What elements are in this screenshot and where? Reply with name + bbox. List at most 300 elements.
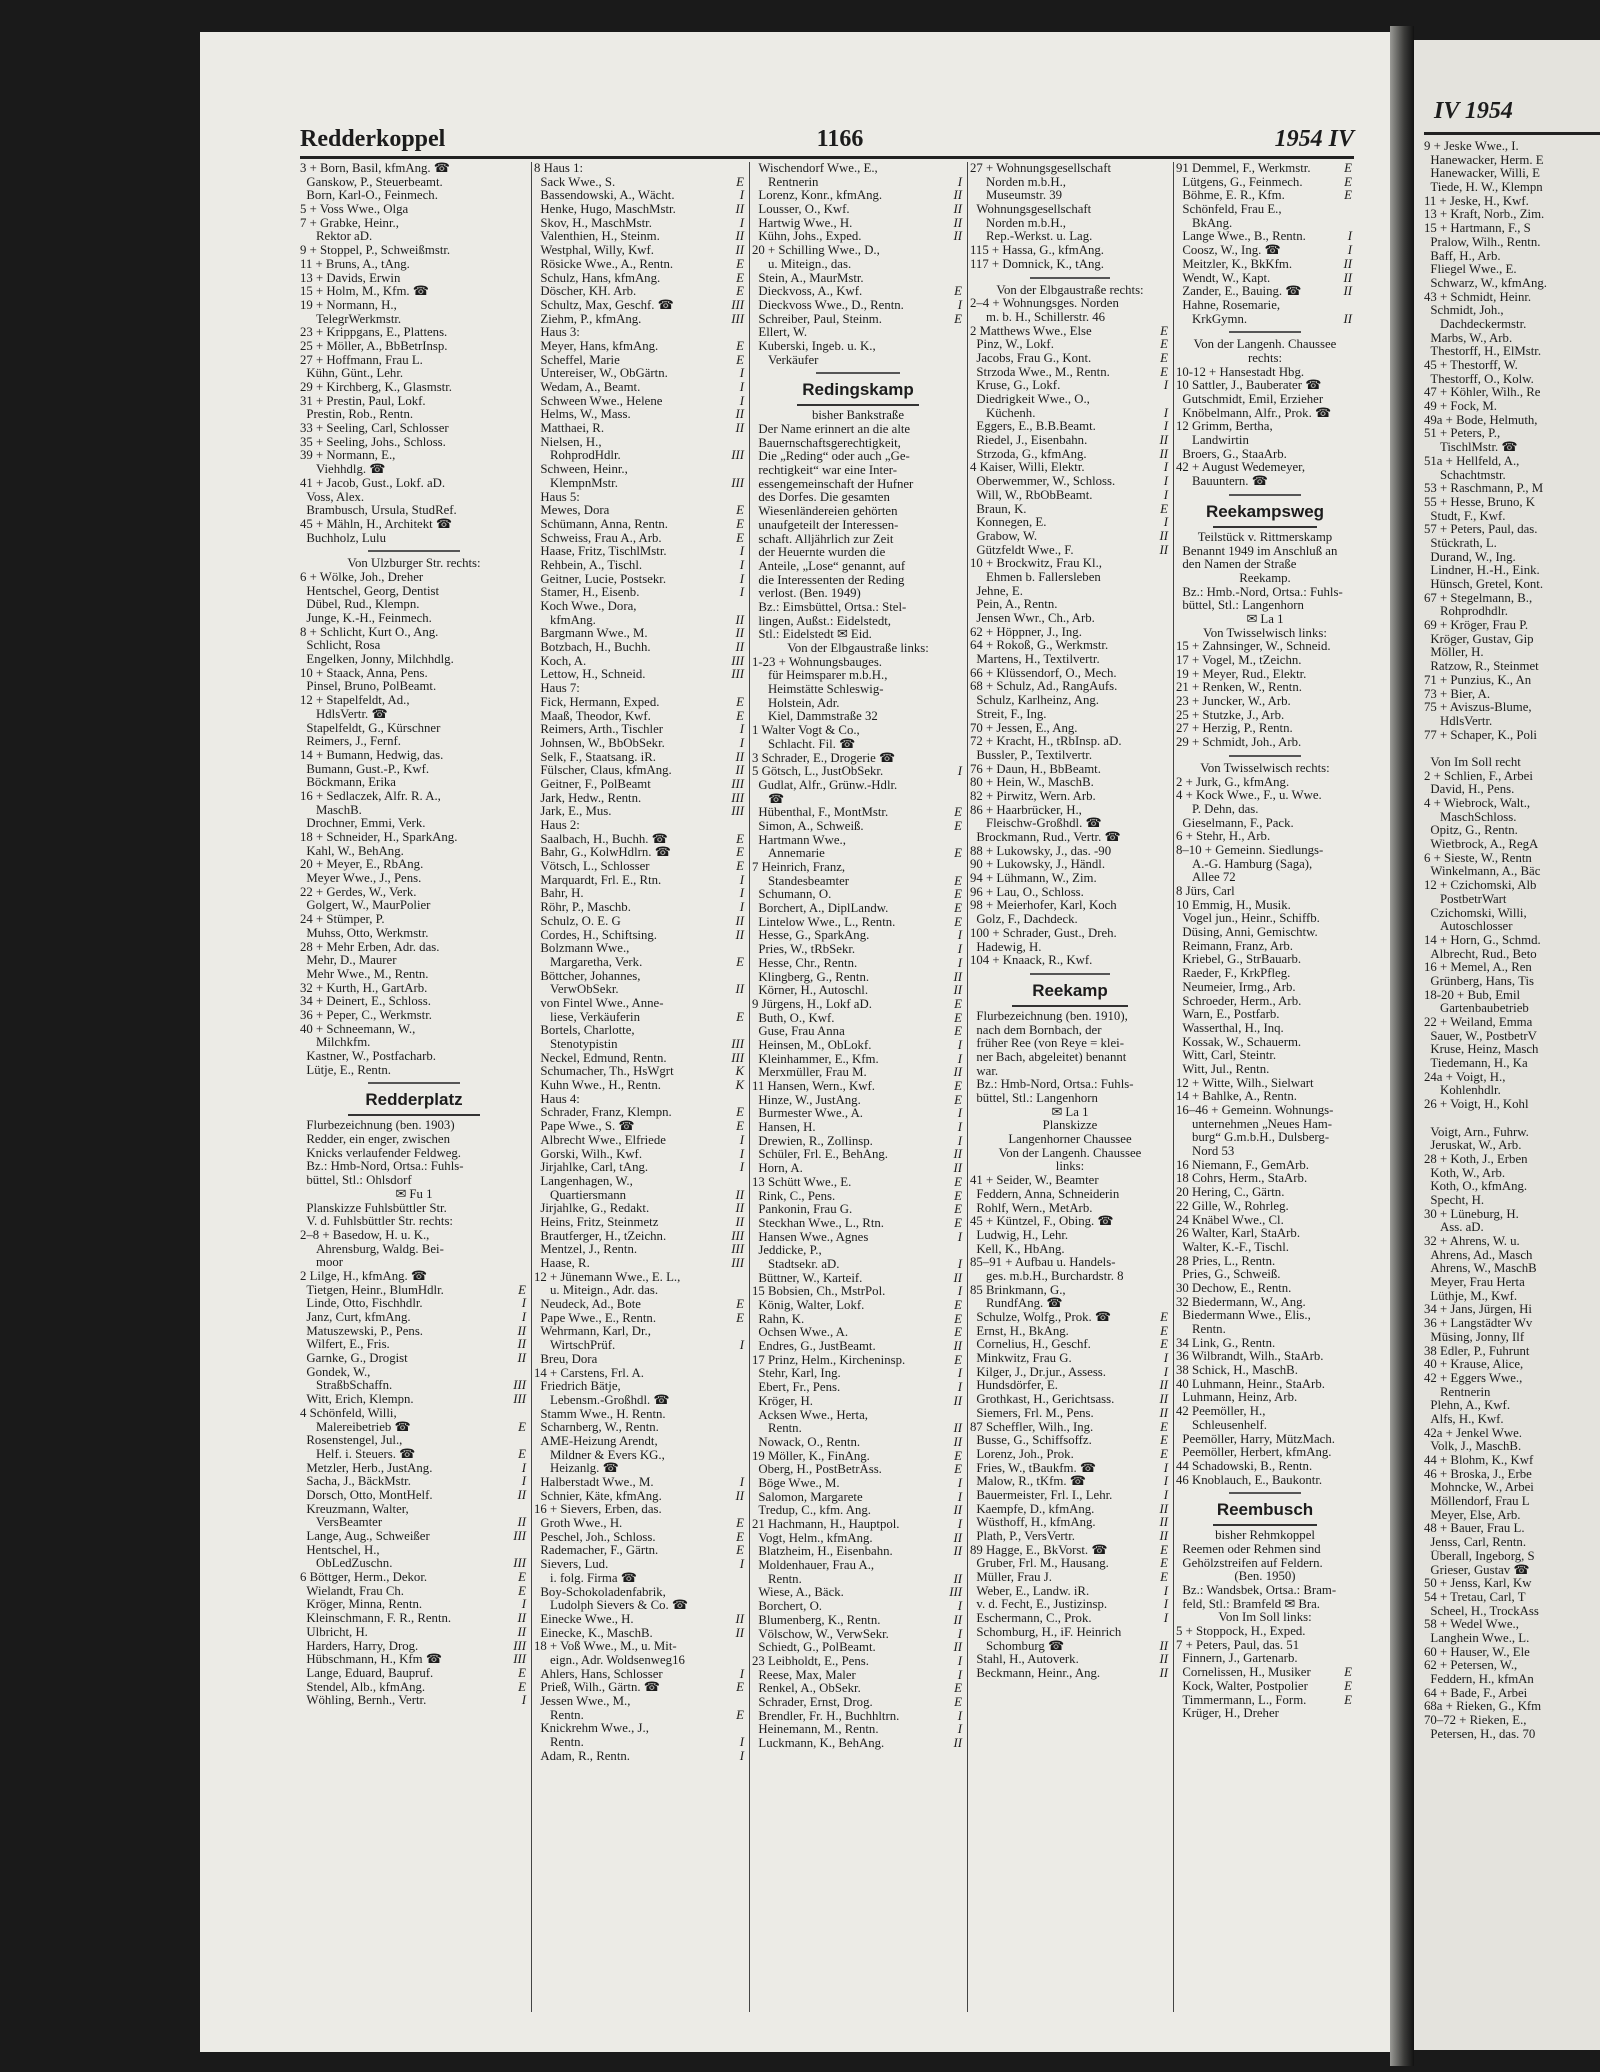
- floor-marker: II: [1159, 1516, 1168, 1530]
- entry-text: Bahr, H.: [534, 887, 584, 901]
- floor-marker: E: [518, 1283, 526, 1297]
- adjacent-entry: Feddern, H., kfmAn: [1424, 1673, 1534, 1686]
- adjacent-entry: Müsing, Jonny, Ilf: [1424, 1330, 1525, 1344]
- floor-marker: E: [954, 874, 962, 888]
- entry-text: Gieselmann, F., Pack.: [1176, 816, 1294, 830]
- entry-text: Ludolph Sievers & Co. ☎: [534, 1599, 688, 1613]
- entry-text: Ahlers, Hans, Schlosser: [534, 1667, 663, 1681]
- floor-marker: II: [1159, 1393, 1168, 1407]
- entry-text: Bz.: Hmb-Nord, Ortsa.: Fuhls-: [970, 1078, 1134, 1092]
- floor-marker: E: [954, 888, 962, 902]
- floor-marker: E: [518, 1680, 526, 1694]
- floor-marker: I: [1163, 406, 1168, 420]
- adjacent-entry: 49 + Fock, M.: [1424, 400, 1497, 414]
- floor-marker: III: [731, 1038, 744, 1051]
- entry-text: 8 Haus 1:: [534, 162, 584, 175]
- floor-marker: I: [739, 189, 744, 203]
- entry-text: Coosz, W., Ing. ☎: [1176, 244, 1281, 258]
- entry-text: 27 + Wohnungsgesellschaft: [970, 162, 1112, 175]
- entry-text: Helf. i. Steuers. ☎: [300, 1447, 416, 1461]
- entry-text: Annemarie: [752, 847, 825, 861]
- entry-text: 8 Jürs, Carl: [1176, 885, 1235, 898]
- resident-entry: [300, 326, 528, 340]
- entry-text: Broers, G., StaaArb.: [1176, 447, 1287, 461]
- entry-text: 33 + Seeling, Carl, Schlosser: [300, 422, 449, 436]
- resident-entry: [534, 285, 746, 299]
- adjacent-entry: 11 + Jeske, H., Kwf.: [1424, 194, 1529, 208]
- adjacent-entry: 57 + Peters, Paul, das.: [1424, 523, 1538, 537]
- entry-text: Dieckvoss, A., Kwf.: [752, 285, 863, 299]
- adjacent-entry: Lüthje, M., Kwf.: [1424, 1289, 1518, 1303]
- entry-text: Diedrigkeit Wwe., O.,: [970, 393, 1090, 406]
- entry-text: 82 + Pirwitz, Wern. Arb.: [970, 789, 1096, 803]
- entry-text: Wüsthoff, H., kfmAng.: [970, 1516, 1096, 1530]
- resident-entry: [970, 612, 1170, 626]
- entry-text: Haus 4:: [534, 1092, 580, 1106]
- entry-text: Timmermann, L., Form.: [1176, 1693, 1307, 1707]
- resident-entry: [970, 1229, 1170, 1243]
- adjacent-entry: 70–72 + Rieken, E.,: [1424, 1714, 1527, 1728]
- entry-text: 19 Möller, K., FinAng.: [752, 1449, 870, 1463]
- entry-text: Pein, A., Rentn.: [970, 598, 1058, 612]
- entry-text: Luckmann, K., BehAng.: [752, 1737, 885, 1750]
- entry-text: Haase, R.: [534, 1257, 590, 1270]
- entry-text: Golz, F., Dachdeck.: [970, 913, 1078, 927]
- adjacent-entry: 32 + Ahrens, W. u.: [1424, 1235, 1520, 1248]
- resident-entry: [752, 724, 964, 738]
- adjacent-entry: 71 + Punzius, K., An: [1424, 673, 1532, 687]
- floor-marker: I: [957, 1367, 962, 1381]
- entry-text: 19 + Meyer, Rud., Elektr.: [1176, 667, 1307, 681]
- resident-entry: [970, 230, 1170, 244]
- entry-text: u. Miteign., das.: [752, 257, 852, 271]
- entry-text: 100 + Schrader, Gust., Dreh.: [970, 926, 1117, 940]
- resident-entry: [534, 915, 746, 929]
- resident-entry: [534, 436, 746, 450]
- resident-entry: [970, 872, 1170, 886]
- resident-entry: [1176, 1474, 1354, 1488]
- resident-entry: [752, 203, 964, 217]
- entry-text: Ludwig, H., Lehr.: [970, 1228, 1069, 1242]
- floor-marker: I: [1163, 516, 1168, 530]
- resident-entry: [752, 1545, 964, 1559]
- resident-entry: [534, 504, 746, 518]
- entry-text: für Heimsparer m.b.H.,: [752, 669, 888, 683]
- adjacent-entry: Fliegel Wwe., E.: [1424, 263, 1517, 277]
- resident-entry: [300, 1612, 528, 1626]
- resident-entry: [534, 545, 746, 559]
- entry-text: Jark, Hedw., Rentn.: [534, 791, 642, 805]
- floor-marker: II: [953, 1422, 962, 1436]
- heading-underline: [1012, 1005, 1128, 1007]
- resident-entry: [534, 1243, 746, 1257]
- entry-text: Böge Wwe., M.: [752, 1476, 840, 1490]
- adjacent-entry: 50 + Jenss, Karl, Kw: [1424, 1577, 1532, 1591]
- resident-entry: [752, 1258, 964, 1272]
- section-separator: [1229, 755, 1300, 757]
- resident-entry: [1176, 926, 1354, 940]
- entry-text: Janz, Curt, kfmAng.: [300, 1311, 411, 1324]
- resident-entry: [300, 1516, 528, 1530]
- resident-entry: [1176, 1337, 1354, 1351]
- resident-entry: [534, 217, 746, 231]
- entry-text: Saalbach, H., Buchh. ☎: [534, 832, 668, 846]
- resident-entry: [970, 749, 1170, 763]
- resident-entry: [300, 422, 528, 436]
- resident-entry: [752, 971, 964, 985]
- floor-marker: I: [957, 765, 962, 779]
- entry-text: Kastner, W., Postfacharb.: [300, 1050, 436, 1063]
- resident-entry: [970, 1640, 1170, 1654]
- adjacent-entry: Studt, F., Kwf.: [1424, 509, 1506, 523]
- resident-entry: [752, 1710, 964, 1724]
- resident-entry: [300, 367, 528, 381]
- entry-text: Lettow, H., Schneid.: [534, 668, 646, 682]
- resident-entry: [970, 653, 1170, 667]
- entry-text: Schönfeld, Frau E.,: [1176, 203, 1282, 217]
- adjacent-entry: Dachdeckermstr.: [1424, 317, 1527, 331]
- entry-text: Pries, G., Schweiß.: [1176, 1268, 1281, 1282]
- entry-text: 5 + Stoppock, H., Exped.: [1176, 1625, 1306, 1639]
- resident-entry: [970, 217, 1170, 231]
- resident-entry: [970, 680, 1170, 694]
- entry-text: Mehr Wwe., M., Rentn.: [300, 967, 429, 981]
- entry-text: 10 + Staack, Anna, Pens.: [300, 666, 428, 680]
- entry-text: 104 + Knaack, R., Kwf.: [970, 954, 1093, 968]
- floor-marker: E: [736, 175, 744, 189]
- resident-entry: [534, 887, 746, 901]
- adjacent-entry: Langhein Wwe., L.: [1424, 1631, 1530, 1645]
- entry-text: Wohnungsgesellschaft: [970, 203, 1092, 217]
- adjacent-entry: 64 + Bade, F., Arbei: [1424, 1686, 1528, 1700]
- resident-entry: [300, 1489, 528, 1503]
- entry-text: 30 Dechow, E., Rentn.: [1176, 1281, 1292, 1295]
- entry-text: Hübenthal, F., MontMstr.: [752, 806, 889, 820]
- entry-text: Kühn, Günt., Lehr.: [300, 367, 404, 381]
- entry-text: 26 Walter, Karl, StaArb.: [1176, 1227, 1301, 1241]
- floor-marker: I: [739, 367, 744, 381]
- entry-text: Renkel, A., ObSekr.: [752, 1682, 861, 1696]
- entry-text: 24 Knäbel Wwe., Cl.: [1176, 1213, 1284, 1227]
- resident-entry: [970, 297, 1170, 311]
- entry-text: Bz.: Hmb-Nord, Ortsa.: Fuhls-: [300, 1160, 464, 1174]
- entry-text: Skov, H., MaschMstr.: [534, 216, 652, 230]
- resident-entry: [534, 258, 746, 272]
- resident-entry: [300, 1338, 528, 1352]
- resident-entry: [970, 244, 1170, 258]
- resident-entry: [970, 1598, 1170, 1612]
- resident-entry: [534, 244, 746, 258]
- entry-text: 40 Luhmann, Heinr., StaArb.: [1176, 1377, 1325, 1391]
- adjacent-entry: 34 + Jans, Jürgen, Hi: [1424, 1303, 1532, 1317]
- floor-marker: I: [739, 1558, 744, 1572]
- entry-text: Einecke, K., MaschB.: [534, 1626, 653, 1640]
- resident-entry: [534, 929, 746, 943]
- resident-entry: [300, 532, 528, 546]
- entry-text: 115 + Hassa, G., kfmAng.: [970, 244, 1104, 258]
- floor-marker: I: [1163, 1475, 1168, 1489]
- resident-entry: [300, 1297, 528, 1311]
- floor-marker: I: [957, 1518, 962, 1531]
- resident-entry: [752, 464, 964, 478]
- resident-entry: [1176, 912, 1354, 926]
- floor-marker: III: [731, 777, 744, 791]
- entry-text: Röhr, P., Maschb.: [534, 901, 631, 915]
- resident-entry: [1176, 285, 1354, 299]
- entry-text: Marquardt, Frl. E., Rtn.: [534, 873, 662, 887]
- resident-entry: [752, 998, 964, 1012]
- entry-text: Lange, Eduard, Baupruf.: [300, 1666, 434, 1680]
- floor-marker: E: [736, 1681, 744, 1695]
- floor-marker: II: [1159, 1666, 1168, 1680]
- resident-entry: [970, 845, 1170, 859]
- floor-marker: II: [1343, 285, 1352, 299]
- section-note: Von der Elbgaustraße links:: [787, 641, 929, 655]
- floor-marker: I: [521, 1598, 526, 1612]
- floor-marker: E: [736, 504, 744, 518]
- entry-text: Mehr, D., Maurer: [300, 954, 397, 968]
- resident-entry: [752, 888, 964, 902]
- resident-entry: [970, 831, 1170, 845]
- resident-entry: [1176, 313, 1354, 327]
- resident-entry: [970, 258, 1170, 272]
- adjacent-entry: Schmidt, Joh.,: [1424, 304, 1504, 318]
- resident-entry: [752, 875, 964, 889]
- section-note: links:: [1055, 1159, 1085, 1174]
- adjacent-entry: Stückrath, L.: [1424, 536, 1497, 550]
- entry-text: 41 + Jacob, Gust., Lokf. aD.: [300, 476, 446, 490]
- entry-text: Langenhagen, W.,: [534, 1174, 633, 1188]
- resident-entry: [752, 1628, 964, 1642]
- header-rule: [1424, 132, 1600, 135]
- resident-entry: [534, 230, 746, 244]
- floor-marker: I: [739, 873, 744, 887]
- entry-text: 15 Bobsien, Ch., MstrPol.: [752, 1285, 886, 1299]
- resident-entry: [300, 1407, 528, 1421]
- entry-text: Kahl, W., BehAng.: [300, 844, 404, 858]
- resident-entry: [300, 1311, 528, 1325]
- floor-marker: II: [953, 1737, 962, 1750]
- resident-entry: [534, 1750, 746, 1764]
- adjacent-entry: [1424, 1112, 1600, 1126]
- entry-text: Lütje, E., Rentn.: [300, 1063, 391, 1077]
- floor-marker: I: [739, 394, 744, 408]
- resident-entry: [752, 1190, 964, 1204]
- resident-entry: [534, 1613, 746, 1627]
- resident-entry: [300, 258, 528, 272]
- resident-entry: [752, 1025, 964, 1039]
- resident-entry: [970, 448, 1170, 462]
- resident-entry: [300, 1284, 528, 1298]
- entry-text: schaft. Alljährlich zur Zeit: [752, 532, 894, 546]
- adjacent-entry: Kruse, Heinz, Masch: [1424, 1043, 1539, 1057]
- resident-entry: [534, 1408, 746, 1422]
- floor-marker: E: [954, 847, 962, 861]
- entry-text: Küchenh.: [970, 406, 1036, 420]
- entry-text: Stein, A., MaurMstr.: [752, 271, 864, 285]
- entry-text: Groth Wwe., H.: [534, 1517, 623, 1531]
- entry-text: Witt, Jul., Rentn.: [1176, 1062, 1270, 1076]
- entry-text: Die „Reding“ oder auch „Ge-: [752, 450, 910, 464]
- entry-text: Schween, Heinr.,: [534, 463, 628, 477]
- resident-entry: [1176, 1460, 1354, 1474]
- resident-entry: [300, 189, 528, 203]
- entry-text: Haus 2:: [534, 819, 580, 832]
- entry-text: 6 + Wölke, Joh., Dreher: [300, 570, 424, 584]
- adjacent-entry: Möllendorf, Frau L: [1424, 1495, 1530, 1509]
- resident-entry: [1176, 599, 1354, 613]
- resident-entry: [970, 516, 1170, 530]
- floor-marker: I: [739, 1339, 744, 1353]
- entry-text: Viehhdlg. ☎: [300, 463, 386, 477]
- resident-entry: [534, 600, 746, 614]
- resident-entry: [534, 449, 746, 463]
- entry-text: Heimstätte Schleswig-: [752, 683, 884, 697]
- entry-text: Borchert, O.: [752, 1600, 823, 1614]
- entry-text: 34 + Deinert, E., Schloss.: [300, 995, 431, 1009]
- resident-entry: [1176, 967, 1354, 981]
- entry-text: Haase, Fritz, TischlMstr.: [534, 545, 667, 559]
- entry-text: 87 Scheffler, Wilh., Ing.: [970, 1420, 1094, 1434]
- resident-entry: [534, 833, 746, 847]
- entry-text: Wöhling, Bernh., Vertr.: [300, 1694, 427, 1708]
- resident-entry: [970, 1297, 1170, 1311]
- entry-text: Schultz, Max, Geschf. ☎: [534, 298, 674, 312]
- entry-text: früher Ree (von Reye = klei-: [970, 1037, 1124, 1051]
- entry-text: Dorsch, Otto, MontHelf.: [300, 1488, 433, 1502]
- floor-marker: E: [954, 312, 962, 326]
- resident-entry: [970, 1434, 1170, 1448]
- entry-text: Schiedt, G., PolBeamt.: [752, 1641, 876, 1655]
- floor-marker: E: [954, 1463, 962, 1477]
- entry-text: Tietgen, Heinr., BlumHdlr.: [300, 1283, 444, 1297]
- entry-text: 2 Lilge, H., kfmAng. ☎: [300, 1269, 427, 1283]
- resident-entry: [970, 1078, 1170, 1092]
- resident-entry: [752, 710, 964, 724]
- resident-entry: [970, 1626, 1170, 1640]
- entry-text: 6 + Stehr, H., Arb.: [1176, 830, 1271, 844]
- entry-text: Schomburg, H., iF. Heinrich: [970, 1625, 1122, 1639]
- entry-text: Biedermann Wwe., Elis.,: [1176, 1309, 1311, 1323]
- resident-entry: [534, 710, 746, 724]
- floor-marker: II: [953, 1504, 962, 1518]
- resident-entry: [1176, 1350, 1354, 1364]
- entry-text: Kuhn Wwe., H., Rentn.: [534, 1079, 662, 1093]
- floor-marker: E: [1160, 324, 1168, 338]
- entry-text: Büttner, W., Karteif.: [752, 1271, 863, 1285]
- entry-text: Endres, G., JustBeamt.: [752, 1340, 876, 1354]
- entry-text: Konnegen, E.: [970, 516, 1047, 530]
- section-note: bisher Bankstraße: [811, 408, 905, 423]
- adjacent-entry: PostbetrWart: [1424, 892, 1507, 906]
- entry-text: Warn, E., Postfarb.: [1176, 1008, 1280, 1022]
- resident-entry: [534, 491, 746, 505]
- resident-entry: [1176, 217, 1354, 231]
- resident-entry: [970, 461, 1170, 475]
- entry-text: 16 + Sievers, Erben, das.: [534, 1503, 662, 1517]
- resident-entry: [300, 1462, 528, 1476]
- floor-marker: I: [1163, 1488, 1168, 1502]
- resident-entry: [1176, 1309, 1354, 1323]
- floor-marker: E: [1160, 1420, 1168, 1434]
- entry-text: 94 + Lühmann, W., Zim.: [970, 872, 1097, 886]
- resident-entry: [300, 927, 528, 941]
- entry-text: Walter, K.-F., Tischl.: [1176, 1240, 1289, 1254]
- entry-text: Fülscher, Claus, kfmAng.: [534, 764, 672, 778]
- entry-text: Neumeier, Irmg., Arb.: [1176, 980, 1296, 994]
- resident-entry: [300, 1133, 528, 1147]
- floor-marker: E: [1344, 189, 1352, 203]
- entry-text: Rosenstengel, Jul.,: [300, 1434, 403, 1448]
- floor-marker: E: [954, 1299, 962, 1312]
- resident-entry: [534, 1024, 746, 1038]
- resident-entry: [1176, 736, 1354, 750]
- entry-text: Rep.-Werkst. u. Lag.: [970, 230, 1093, 244]
- entry-text: 29 + Schmidt, Joh., Arb.: [1176, 736, 1302, 750]
- entry-text: Metzler, Herb., JustAng.: [300, 1461, 433, 1475]
- entry-text: Stamer, H., Eisenb.: [534, 586, 640, 600]
- floor-marker: E: [736, 1106, 744, 1120]
- entry-text: 8 + Schlicht, Kurt O., Ang.: [300, 625, 439, 639]
- floor-marker: E: [1344, 162, 1352, 175]
- resident-entry: [300, 1475, 528, 1489]
- resident-entry: [300, 463, 528, 477]
- floor-marker: I: [957, 1285, 962, 1299]
- book-spine-shadow: [1390, 26, 1414, 2066]
- entry-text: Völschow, W., VerwSekr.: [752, 1627, 889, 1641]
- floor-marker: I: [739, 1161, 744, 1175]
- resident-entry: [1176, 709, 1354, 723]
- entry-text: Rentn.: [534, 1708, 584, 1722]
- floor-marker: I: [739, 723, 744, 737]
- resident-entry: [1176, 258, 1354, 272]
- adjacent-entry: 51 + Peters, P.,: [1424, 427, 1501, 441]
- resident-entry: [970, 886, 1170, 900]
- floor-marker: E: [954, 902, 962, 916]
- resident-entry: [534, 1544, 746, 1558]
- entry-text: 12 + Stapelfeldt, Ad.,: [300, 694, 410, 708]
- floor-marker: III: [513, 1653, 526, 1667]
- resident-entry: [534, 1312, 746, 1326]
- adjacent-entry: 58 + Wedel Wwe.,: [1424, 1618, 1519, 1632]
- resident-entry: [534, 1695, 746, 1709]
- entry-text: 35 + Seeling, Johs., Schloss.: [300, 435, 446, 449]
- resident-entry: [1176, 871, 1354, 885]
- entry-text: HdlsVertr. ☎: [300, 707, 388, 721]
- floor-marker: II: [735, 1612, 744, 1626]
- entry-text: 1 Walter Vogt & Co.,: [752, 724, 860, 738]
- entry-text: 42 Peemöller, H.,: [1176, 1405, 1266, 1419]
- floor-marker: III: [513, 1530, 526, 1543]
- floor-marker: E: [954, 1695, 962, 1709]
- resident-entry: [752, 1409, 964, 1423]
- adjacent-entry: Scheel, H., TrockAss: [1424, 1604, 1539, 1618]
- adjacent-entry: Autoschlosser: [1424, 920, 1513, 934]
- resident-entry: [300, 1352, 528, 1366]
- entry-text: 38 Schick, H., MaschB.: [1176, 1364, 1298, 1378]
- adjacent-entry: 54 + Tretau, Carl, T: [1424, 1590, 1526, 1604]
- resident-entry: [534, 559, 746, 573]
- resident-entry: [534, 1722, 746, 1736]
- entry-text: Wasserthal, H., Inq.: [1176, 1021, 1284, 1035]
- resident-entry: [534, 655, 746, 669]
- floor-marker: II: [517, 1612, 526, 1626]
- year-volume: 1954 IV: [1274, 126, 1354, 152]
- entry-text: Schulz, Hans, kfmAng.: [534, 271, 661, 285]
- resident-entry: [534, 1257, 746, 1271]
- resident-entry: [534, 313, 746, 327]
- resident-entry: [300, 381, 528, 395]
